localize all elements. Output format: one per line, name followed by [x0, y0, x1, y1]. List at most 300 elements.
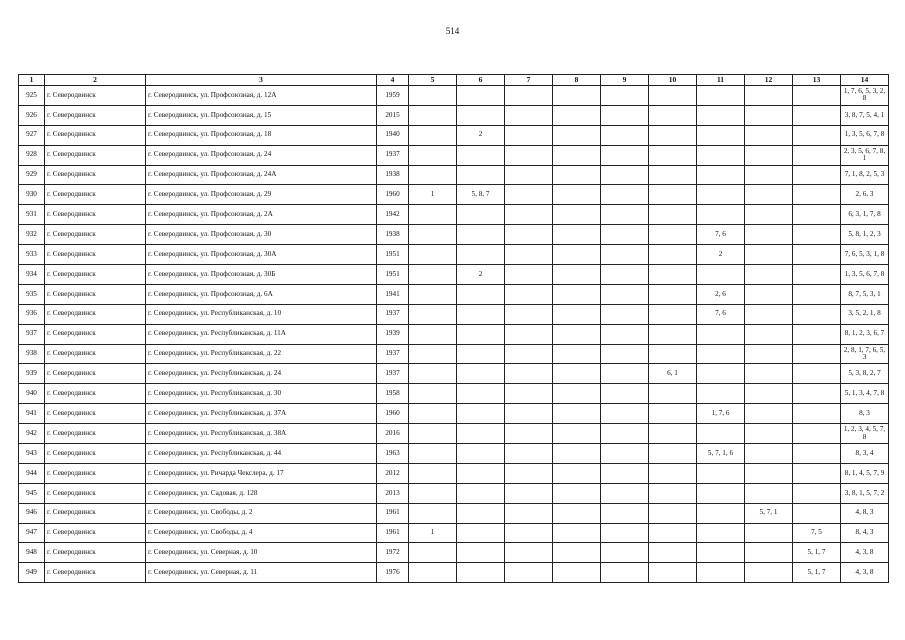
- data-table: [18, 74, 889, 583]
- table-cell-col-10: [649, 463, 697, 483]
- table-cell-col-3: г. Северодвинск, ул. Профсоюзная, д. 24А: [146, 165, 377, 185]
- table-cell-col-12: [745, 225, 793, 245]
- table-cell-col-13: [793, 185, 841, 205]
- table-cell-col-8: [553, 444, 601, 464]
- table-cell-col-8: [553, 304, 601, 324]
- column-header-14: 14: [841, 75, 889, 86]
- table-cell-col-5: 1: [409, 523, 457, 543]
- table-cell-col-14: 5, 1, 3, 4, 7, 8: [841, 384, 889, 404]
- table-cell-col-3: г. Северодвинск, ул. Республиканская, д. 11А: [146, 324, 377, 344]
- table-cell-col-6: [457, 245, 505, 265]
- table-row: [19, 125, 889, 145]
- table-cell-col-1: 940: [19, 384, 45, 404]
- table-cell-col-8: [553, 165, 601, 185]
- table-cell-col-11: [697, 384, 745, 404]
- table-cell-col-7: [505, 463, 553, 483]
- table-cell-col-9: [601, 265, 649, 285]
- table-row: [19, 284, 889, 304]
- table-cell-col-10: [649, 225, 697, 245]
- column-header-11: 11: [697, 75, 745, 86]
- table-cell-col-8: [553, 225, 601, 245]
- table-cell-col-2: г. Северодвинск: [45, 444, 146, 464]
- table-cell-col-3: г. Северодвинск, ул. Северная, д. 11: [146, 563, 377, 583]
- table-cell-col-10: [649, 384, 697, 404]
- table-cell-col-2: г. Северодвинск: [45, 543, 146, 563]
- table-cell-col-9: [601, 463, 649, 483]
- table-cell-col-5: [409, 444, 457, 464]
- table-cell-col-9: [601, 304, 649, 324]
- table-cell-col-3: г. Северодвинск, ул. Республиканская, д. 44: [146, 444, 377, 464]
- table-cell-col-13: [793, 304, 841, 324]
- table-cell-col-14: 8, 3: [841, 404, 889, 424]
- table-cell-col-9: [601, 324, 649, 344]
- table-cell-col-6: [457, 523, 505, 543]
- table-cell-col-6: [457, 364, 505, 384]
- table-cell-col-11: 2: [697, 245, 745, 265]
- table-cell-col-4: 1937: [377, 304, 409, 324]
- table-cell-col-10: [649, 86, 697, 106]
- table-cell-col-5: [409, 384, 457, 404]
- table-cell-col-14: 7, 1, 8, 2, 5, 3: [841, 165, 889, 185]
- table-cell-col-13: [793, 324, 841, 344]
- table-cell-col-7: [505, 125, 553, 145]
- table-cell-col-9: [601, 523, 649, 543]
- table-cell-col-13: 7, 5: [793, 523, 841, 543]
- table-cell-col-12: [745, 364, 793, 384]
- table-row: [19, 265, 889, 285]
- table-cell-col-4: 1960: [377, 185, 409, 205]
- table-cell-col-5: [409, 344, 457, 364]
- table-cell-col-5: [409, 424, 457, 444]
- table-cell-col-11: [697, 523, 745, 543]
- table-cell-col-10: [649, 324, 697, 344]
- table-cell-col-10: [649, 145, 697, 165]
- table-cell-col-8: [553, 523, 601, 543]
- table-row: [19, 165, 889, 185]
- table-cell-col-11: [697, 364, 745, 384]
- table-cell-col-9: [601, 344, 649, 364]
- table-cell-col-11: [697, 503, 745, 523]
- table-cell-col-11: 7, 6: [697, 225, 745, 245]
- table-cell-col-7: [505, 384, 553, 404]
- table-cell-col-2: г. Северодвинск: [45, 105, 146, 125]
- table-cell-col-5: [409, 483, 457, 503]
- table-cell-col-10: [649, 543, 697, 563]
- table-cell-col-14: 1, 3, 5, 6, 7, 8: [841, 265, 889, 285]
- table-row: [19, 245, 889, 265]
- table-cell-col-1: 931: [19, 205, 45, 225]
- table-cell-col-5: [409, 86, 457, 106]
- table-cell-col-6: [457, 304, 505, 324]
- table-cell-col-14: 8, 1, 4, 5, 7, 9: [841, 463, 889, 483]
- table-cell-col-13: [793, 105, 841, 125]
- table-cell-col-5: [409, 265, 457, 285]
- table-cell-col-4: 1951: [377, 245, 409, 265]
- table-cell-col-12: [745, 125, 793, 145]
- table-cell-col-4: 1938: [377, 225, 409, 245]
- table-cell-col-2: г. Северодвинск: [45, 404, 146, 424]
- table-cell-col-13: [793, 404, 841, 424]
- table-cell-col-2: г. Северодвинск: [45, 384, 146, 404]
- table-cell-col-7: [505, 205, 553, 225]
- table-cell-col-1: 942: [19, 424, 45, 444]
- table-cell-col-1: 929: [19, 165, 45, 185]
- table-row: [19, 384, 889, 404]
- table-cell-col-13: [793, 503, 841, 523]
- table-row: [19, 404, 889, 424]
- table-cell-col-3: г. Северодвинск, ул. Свободы, д. 2: [146, 503, 377, 523]
- table-cell-col-2: г. Северодвинск: [45, 424, 146, 444]
- table-cell-col-10: [649, 344, 697, 364]
- table-cell-col-11: [697, 324, 745, 344]
- table-cell-col-3: г. Северодвинск, ул. Профсоюзная, д. 24: [146, 145, 377, 165]
- table-cell-col-9: [601, 185, 649, 205]
- table-cell-col-4: 1961: [377, 503, 409, 523]
- table-cell-col-6: [457, 503, 505, 523]
- table-cell-col-14: 4, 3, 8: [841, 543, 889, 563]
- table-cell-col-6: [457, 463, 505, 483]
- table-cell-col-13: [793, 165, 841, 185]
- table-cell-col-5: [409, 284, 457, 304]
- column-header-1: 1: [19, 75, 45, 86]
- table-cell-col-11: 5, 7, 1, 6: [697, 444, 745, 464]
- table-cell-col-3: г. Северодвинск, ул. Профсоюзная, д. 30: [146, 225, 377, 245]
- table-cell-col-11: [697, 424, 745, 444]
- table-cell-col-5: [409, 364, 457, 384]
- table-cell-col-1: 928: [19, 145, 45, 165]
- table-cell-col-13: [793, 444, 841, 464]
- table-cell-col-2: г. Северодвинск: [45, 463, 146, 483]
- table-cell-col-2: г. Северодвинск: [45, 523, 146, 543]
- table-cell-col-6: [457, 165, 505, 185]
- table-cell-col-11: [697, 344, 745, 364]
- column-header-3: 3: [146, 75, 377, 86]
- table-cell-col-1: 937: [19, 324, 45, 344]
- table-cell-col-14: 8, 4, 3: [841, 523, 889, 543]
- table-cell-col-12: [745, 384, 793, 404]
- table-cell-col-9: [601, 563, 649, 583]
- table-cell-col-4: 1963: [377, 444, 409, 464]
- table-cell-col-3: г. Северодвинск, ул. Республиканская, д. 37А: [146, 404, 377, 424]
- table-cell-col-10: 6, 1: [649, 364, 697, 384]
- table-cell-col-10: [649, 424, 697, 444]
- table-cell-col-1: 935: [19, 284, 45, 304]
- table-cell-col-7: [505, 185, 553, 205]
- table-cell-col-13: [793, 284, 841, 304]
- table-header: [19, 75, 889, 86]
- table-cell-col-9: [601, 125, 649, 145]
- table-cell-col-12: [745, 86, 793, 106]
- table-cell-col-13: [793, 364, 841, 384]
- table-cell-col-5: [409, 503, 457, 523]
- table-row: [19, 304, 889, 324]
- table-cell-col-13: [793, 384, 841, 404]
- table-cell-col-6: [457, 344, 505, 364]
- table-cell-col-9: [601, 483, 649, 503]
- table-cell-col-7: [505, 444, 553, 464]
- table-cell-col-2: г. Северодвинск: [45, 125, 146, 145]
- table-cell-col-4: 1961: [377, 523, 409, 543]
- table-cell-col-11: 2, 6: [697, 284, 745, 304]
- table-cell-col-9: [601, 165, 649, 185]
- table-cell-col-2: г. Северодвинск: [45, 245, 146, 265]
- table-cell-col-7: [505, 344, 553, 364]
- table-cell-col-10: [649, 563, 697, 583]
- table-cell-col-12: [745, 344, 793, 364]
- table-cell-col-5: [409, 463, 457, 483]
- table-cell-col-7: [505, 424, 553, 444]
- table-cell-col-2: г. Северодвинск: [45, 364, 146, 384]
- table-cell-col-11: [697, 265, 745, 285]
- table-cell-col-2: г. Северодвинск: [45, 185, 146, 205]
- table-cell-col-9: [601, 205, 649, 225]
- table-cell-col-13: [793, 424, 841, 444]
- table-cell-col-5: [409, 105, 457, 125]
- table-cell-col-4: 1942: [377, 205, 409, 225]
- table-cell-col-14: 4, 3, 8: [841, 563, 889, 583]
- table-cell-col-6: [457, 483, 505, 503]
- table-row: [19, 424, 889, 444]
- table-cell-col-1: 947: [19, 523, 45, 543]
- table-cell-col-3: г. Северодвинск, ул. Профсоюзная, д. 12А: [146, 86, 377, 106]
- table-cell-col-2: г. Северодвинск: [45, 324, 146, 344]
- table-cell-col-13: [793, 265, 841, 285]
- table-cell-col-14: 2, 3, 5, 6, 7, 8, 1: [841, 145, 889, 165]
- table-row: [19, 324, 889, 344]
- table-cell-col-1: 949: [19, 563, 45, 583]
- table-cell-col-1: 943: [19, 444, 45, 464]
- table-cell-col-10: [649, 165, 697, 185]
- table-row: [19, 543, 889, 563]
- table-cell-col-9: [601, 245, 649, 265]
- table-cell-col-8: [553, 205, 601, 225]
- table-cell-col-14: 7, 6, 5, 3, 1, 8: [841, 245, 889, 265]
- table-cell-col-10: [649, 265, 697, 285]
- table-cell-col-11: [697, 185, 745, 205]
- table-cell-col-13: [793, 483, 841, 503]
- table-cell-col-13: [793, 125, 841, 145]
- table-cell-col-10: [649, 284, 697, 304]
- table-cell-col-4: 1940: [377, 125, 409, 145]
- table-cell-col-8: [553, 245, 601, 265]
- table-cell-col-7: [505, 404, 553, 424]
- table-cell-col-4: 1937: [377, 145, 409, 165]
- table-cell-col-6: [457, 205, 505, 225]
- table-cell-col-7: [505, 225, 553, 245]
- table-cell-col-2: г. Северодвинск: [45, 503, 146, 523]
- table-cell-col-2: г. Северодвинск: [45, 344, 146, 364]
- table-cell-col-8: [553, 463, 601, 483]
- table-cell-col-2: г. Северодвинск: [45, 205, 146, 225]
- column-header-12: 12: [745, 75, 793, 86]
- table-cell-col-11: 1, 7, 6: [697, 404, 745, 424]
- table-cell-col-9: [601, 543, 649, 563]
- table-cell-col-9: [601, 424, 649, 444]
- table-cell-col-2: г. Северодвинск: [45, 284, 146, 304]
- table-cell-col-3: г. Северодвинск, ул. Профсоюзная, д. 30Б: [146, 265, 377, 285]
- table-cell-col-1: 941: [19, 404, 45, 424]
- table-cell-col-8: [553, 424, 601, 444]
- table-cell-col-13: [793, 344, 841, 364]
- table-cell-col-12: [745, 444, 793, 464]
- table-row: [19, 225, 889, 245]
- table-cell-col-4: 1937: [377, 364, 409, 384]
- table-cell-col-1: 932: [19, 225, 45, 245]
- table-cell-col-1: 926: [19, 105, 45, 125]
- table-cell-col-11: [697, 543, 745, 563]
- table-cell-col-9: [601, 284, 649, 304]
- table-cell-col-10: [649, 444, 697, 464]
- table-cell-col-8: [553, 364, 601, 384]
- table-cell-col-2: г. Северодвинск: [45, 86, 146, 106]
- table-cell-col-8: [553, 265, 601, 285]
- table-cell-col-11: 7, 6: [697, 304, 745, 324]
- table-cell-col-7: [505, 483, 553, 503]
- table-cell-col-8: [553, 125, 601, 145]
- table-cell-col-9: [601, 105, 649, 125]
- table-cell-col-8: [553, 145, 601, 165]
- table-cell-col-10: [649, 483, 697, 503]
- table-cell-col-6: [457, 105, 505, 125]
- table-cell-col-2: г. Северодвинск: [45, 145, 146, 165]
- table-cell-col-3: г. Северодвинск, ул. Профсоюзная, д. 6А: [146, 284, 377, 304]
- table-cell-col-6: [457, 225, 505, 245]
- table-cell-col-11: [697, 563, 745, 583]
- table-cell-col-2: г. Северодвинск: [45, 225, 146, 245]
- column-header-13: 13: [793, 75, 841, 86]
- table-cell-col-3: г. Северодвинск, ул. Республиканская, д. 22: [146, 344, 377, 364]
- table-cell-col-6: [457, 404, 505, 424]
- table-cell-col-5: [409, 245, 457, 265]
- table-row: [19, 185, 889, 205]
- table-cell-col-5: 1: [409, 185, 457, 205]
- table-cell-col-3: г. Северодвинск, ул. Республиканская, д. 30: [146, 384, 377, 404]
- table-row: [19, 205, 889, 225]
- table-cell-col-1: 944: [19, 463, 45, 483]
- table-cell-col-1: 939: [19, 364, 45, 384]
- table-cell-col-14: 8, 1, 2, 3, 6, 7: [841, 324, 889, 344]
- header-row: [19, 75, 889, 86]
- table-cell-col-8: [553, 185, 601, 205]
- table-cell-col-10: [649, 105, 697, 125]
- table-cell-col-14: 2, 8, 1, 7, 6, 5, 3: [841, 344, 889, 364]
- table-cell-col-4: 1937: [377, 344, 409, 364]
- table-cell-col-1: 934: [19, 265, 45, 285]
- table-cell-col-6: [457, 324, 505, 344]
- table-cell-col-10: [649, 245, 697, 265]
- table-cell-col-9: [601, 364, 649, 384]
- table-cell-col-6: [457, 424, 505, 444]
- table-cell-col-12: 5, 7, 1: [745, 503, 793, 523]
- table-cell-col-13: [793, 245, 841, 265]
- table-cell-col-4: 1958: [377, 384, 409, 404]
- table-cell-col-7: [505, 265, 553, 285]
- table-cell-col-13: [793, 463, 841, 483]
- table-cell-col-1: 946: [19, 503, 45, 523]
- table-cell-col-12: [745, 324, 793, 344]
- table-cell-col-6: [457, 444, 505, 464]
- table-cell-col-4: 2013: [377, 483, 409, 503]
- table-cell-col-5: [409, 324, 457, 344]
- column-header-10: 10: [649, 75, 697, 86]
- table-cell-col-6: [457, 86, 505, 106]
- table-cell-col-12: [745, 205, 793, 225]
- table-cell-col-3: г. Северодвинск, ул. Республиканская, д. 24: [146, 364, 377, 384]
- table-cell-col-4: 1939: [377, 324, 409, 344]
- table-cell-col-2: г. Северодвинск: [45, 304, 146, 324]
- table-cell-col-1: 927: [19, 125, 45, 145]
- table-cell-col-11: [697, 165, 745, 185]
- table-cell-col-3: г. Северодвинск, ул. Свободы, д. 4: [146, 523, 377, 543]
- table-row: [19, 145, 889, 165]
- table-cell-col-12: [745, 145, 793, 165]
- table-cell-col-6: [457, 543, 505, 563]
- table-cell-col-14: 3, 5, 2, 1, 8: [841, 304, 889, 324]
- table-cell-col-11: [697, 205, 745, 225]
- table-cell-col-10: [649, 404, 697, 424]
- table-cell-col-4: 1951: [377, 265, 409, 285]
- table-cell-col-14: 3, 8, 7, 5, 4, 1: [841, 105, 889, 125]
- table-cell-col-4: 1976: [377, 563, 409, 583]
- table-cell-col-8: [553, 384, 601, 404]
- table-cell-col-8: [553, 324, 601, 344]
- table-cell-col-12: [745, 563, 793, 583]
- table-cell-col-6: [457, 145, 505, 165]
- table-cell-col-8: [553, 86, 601, 106]
- table-cell-col-13: [793, 145, 841, 165]
- table-cell-col-5: [409, 165, 457, 185]
- table-cell-col-12: [745, 284, 793, 304]
- table-cell-col-14: 2, 6, 3: [841, 185, 889, 205]
- table-cell-col-3: г. Северодвинск, ул. Профсоюзная, д. 30А: [146, 245, 377, 265]
- table-cell-col-6: 2: [457, 125, 505, 145]
- table-cell-col-14: 5, 8, 1, 2, 3: [841, 225, 889, 245]
- table-cell-col-1: 936: [19, 304, 45, 324]
- table-cell-col-12: [745, 165, 793, 185]
- table-row: [19, 563, 889, 583]
- table-cell-col-3: г. Северодвинск, ул. Профсоюзная, д. 2А: [146, 205, 377, 225]
- table-cell-col-8: [553, 344, 601, 364]
- table-row: [19, 364, 889, 384]
- table-cell-col-9: [601, 384, 649, 404]
- table-cell-col-12: [745, 185, 793, 205]
- table-cell-col-14: 8, 7, 5, 3, 1: [841, 284, 889, 304]
- table-cell-col-14: 1, 7, 6, 5, 3, 2, 8: [841, 86, 889, 106]
- table-cell-col-13: [793, 225, 841, 245]
- column-header-8: 8: [553, 75, 601, 86]
- table-cell-col-1: 933: [19, 245, 45, 265]
- column-header-4: 4: [377, 75, 409, 86]
- table-cell-col-9: [601, 86, 649, 106]
- table-cell-col-14: 4, 8, 3: [841, 503, 889, 523]
- table-cell-col-11: [697, 105, 745, 125]
- table-cell-col-5: [409, 125, 457, 145]
- table-cell-col-13: 5, 1, 7: [793, 543, 841, 563]
- table-cell-col-14: 1, 3, 5, 6, 7, 8: [841, 125, 889, 145]
- column-header-9: 9: [601, 75, 649, 86]
- table-row: [19, 523, 889, 543]
- table-cell-col-5: [409, 225, 457, 245]
- table-row: [19, 463, 889, 483]
- table-cell-col-7: [505, 503, 553, 523]
- table-cell-col-14: 5, 3, 8, 2, 7: [841, 364, 889, 384]
- table-cell-col-4: 2015: [377, 105, 409, 125]
- table-cell-col-7: [505, 523, 553, 543]
- table-cell-col-7: [505, 324, 553, 344]
- table-cell-col-12: [745, 424, 793, 444]
- column-header-2: 2: [45, 75, 146, 86]
- table-row: [19, 344, 889, 364]
